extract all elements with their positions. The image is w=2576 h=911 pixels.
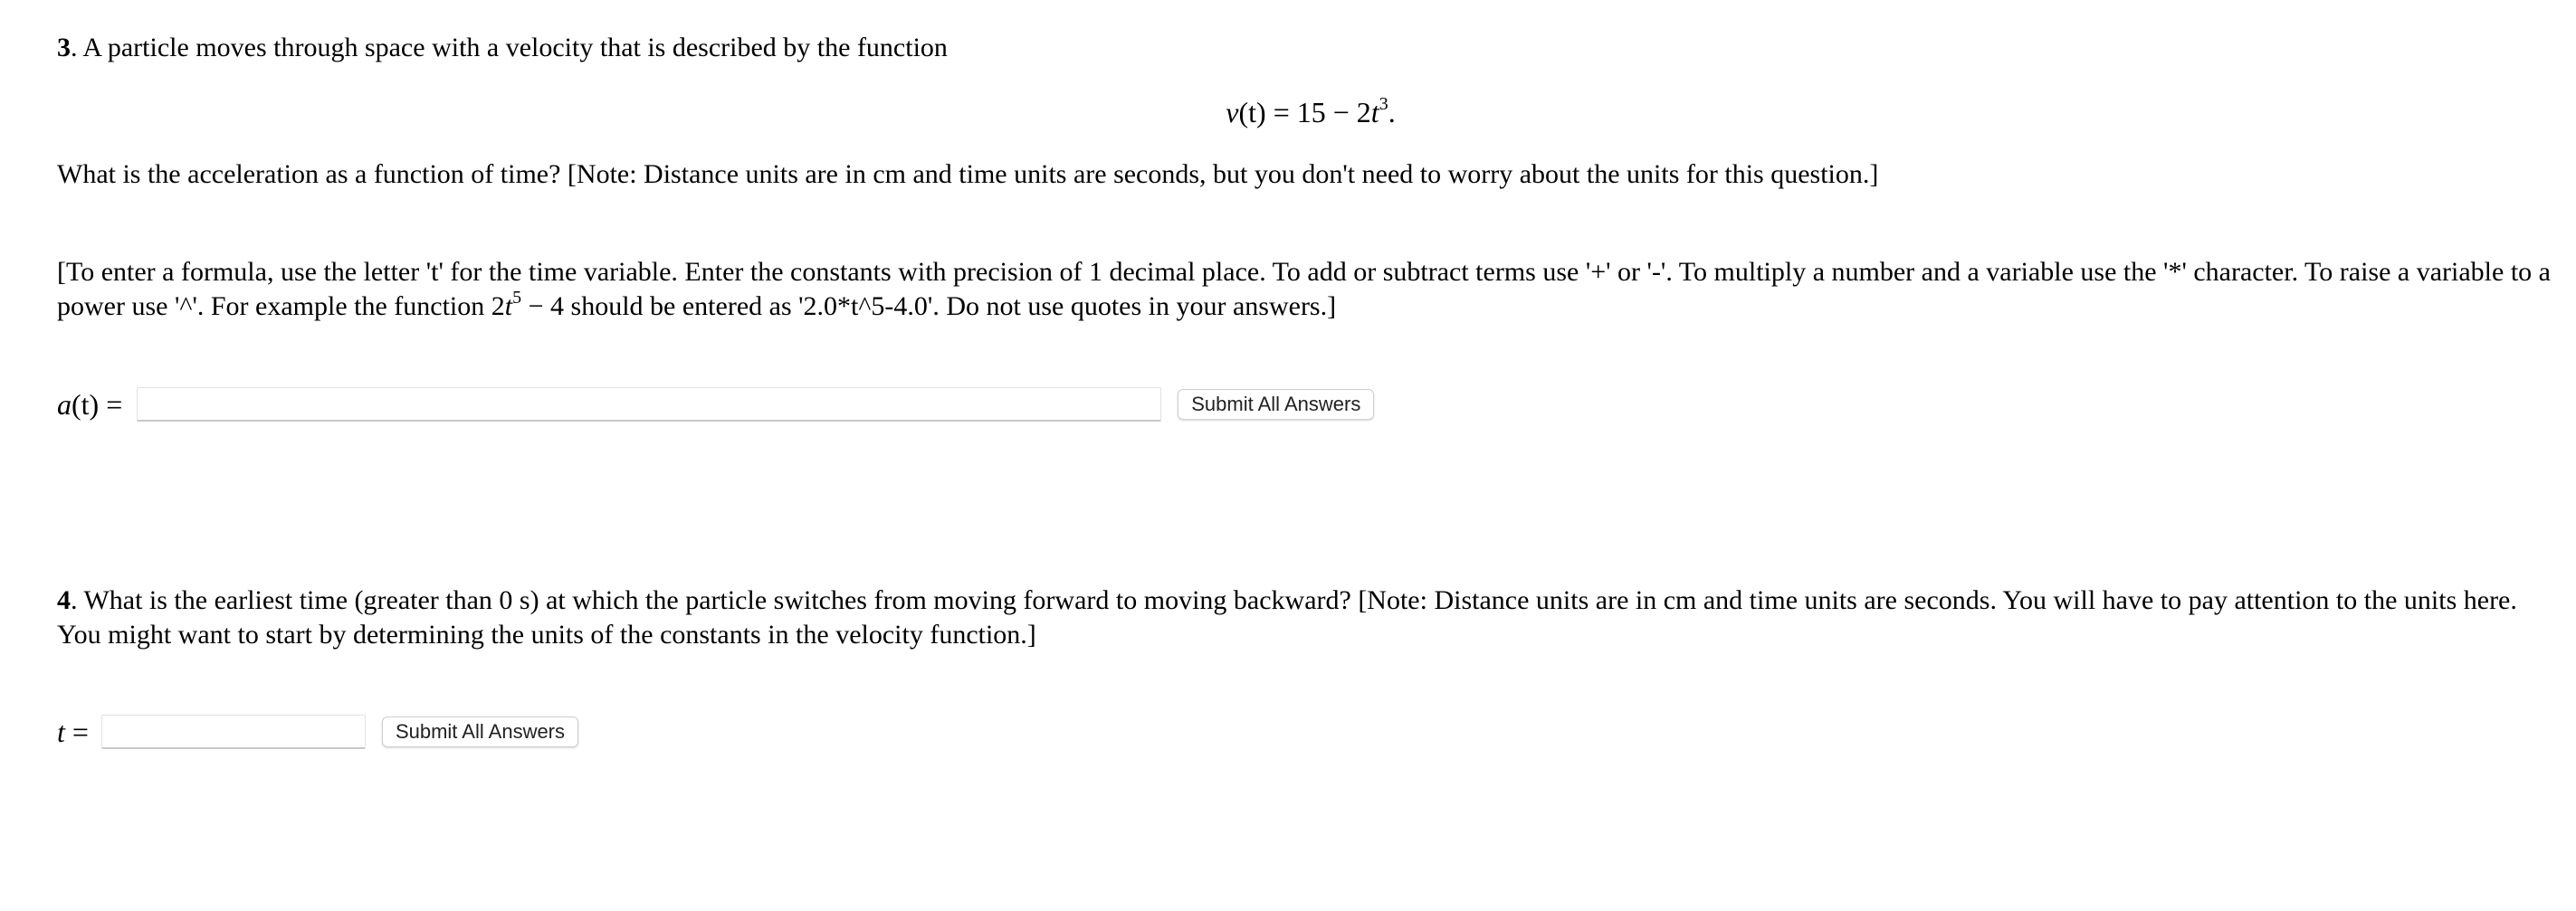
example-rest: − 4: [521, 290, 565, 321]
instructions-part2: should be entered as '2.0*t^5-4.0'. Do not use quotes in your answers.]: [564, 290, 1337, 321]
q4-question: [57, 584, 2564, 651]
example-exp: 5: [512, 287, 522, 308]
q3-instructions: [57, 255, 2564, 323]
q3-answer-input[interactable]: [137, 387, 1161, 422]
instructions-part1: [To enter a formula, use the letter 't' for the time variable. Enter the constants with precision of 1 decimal place. To add or subtract terms use '+' or '-'. To multiply a number and a variable use the '*' character. To raise a variable to a power use '^'. For example the function: [57, 257, 2551, 321]
example-formula: [491, 287, 565, 321]
eq-var: t: [1370, 96, 1379, 128]
q4-number: 4: [57, 585, 71, 615]
q3-intro: [57, 31, 2564, 65]
q3-submit-button[interactable]: Submit All Answers: [1178, 389, 1374, 420]
q3-label-func: a: [57, 388, 72, 421]
eq-arg: (t): [1238, 96, 1266, 128]
q4-submit-button[interactable]: Submit All Answers: [382, 716, 578, 747]
q4-answer-row: [57, 714, 578, 750]
example-var: t: [504, 290, 513, 321]
q3-answer-label: [57, 386, 122, 422]
eq-exp: 3: [1379, 94, 1388, 115]
eq-func: v: [1226, 96, 1239, 128]
q3-question: What is the acceleration as a function of time? [Note: Distance units are in cm and time units are seconds, but you don't need to worry about the units for this question.]: [57, 159, 1879, 189]
q4-label-rest: =: [64, 716, 89, 748]
q3-velocity-equation: [57, 94, 2564, 130]
q3-answer-row: [57, 386, 1374, 422]
q4-question-text: . What is the earliest time (greater than 0 s) at which the particle switches from moving forward to moving backward? [Note: Distance units are in cm and time units are seconds. You will have to pay attention to the units here. You might want to start by determining the units of the constants in the velocity function.]: [57, 585, 2517, 650]
q4-label-var: t: [57, 716, 65, 748]
q3-intro-text: . A particle moves through space with a velocity that is described by the function: [71, 33, 948, 62]
q3-label-rest: (t) =: [72, 388, 123, 421]
q4-answer-input[interactable]: [101, 715, 366, 749]
q3-number: 3: [57, 33, 71, 62]
q4-answer-label: [57, 714, 89, 750]
example-coef: 2: [491, 290, 505, 321]
eq-end: .: [1388, 96, 1396, 128]
eq-body: = 15 − 2: [1265, 96, 1371, 128]
